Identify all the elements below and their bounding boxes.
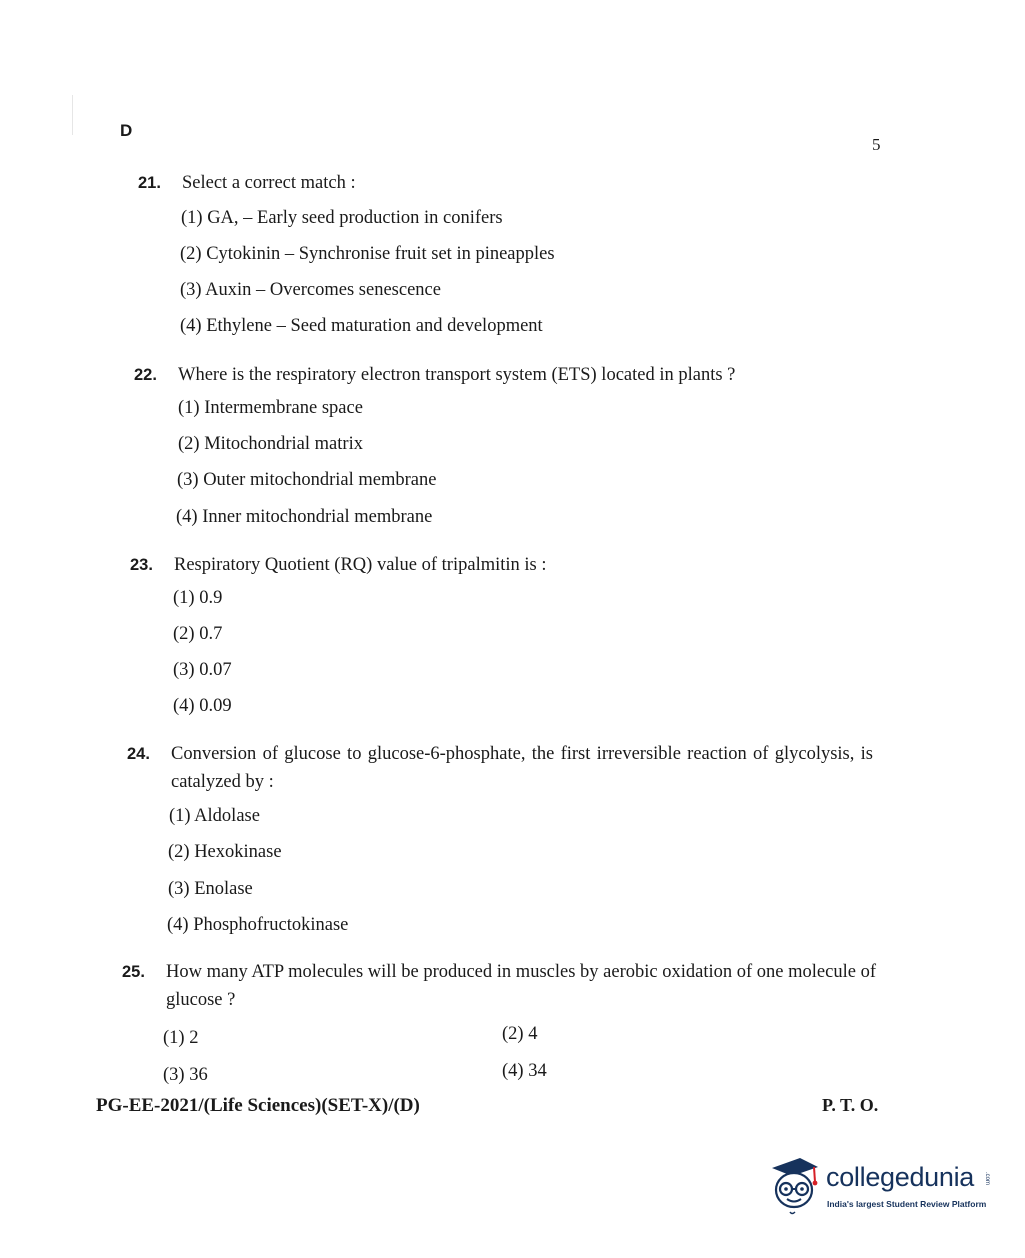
question-24 bbox=[127, 740, 875, 798]
option: (4) 34 bbox=[502, 1061, 547, 1081]
page-number: 5 bbox=[872, 135, 881, 154]
option: (3) Auxin – Overcomes senescence bbox=[180, 280, 441, 300]
question-text: Conversion of glucose to glucose-6-phosphate, the first irreversible reaction of glycolysis, is catalyzed by : bbox=[171, 744, 873, 792]
option: (1) Aldolase bbox=[169, 806, 260, 826]
question-text: Where is the respiratory electron transport system (ETS) located in plants ? bbox=[178, 365, 736, 385]
question-25 bbox=[122, 958, 878, 1016]
option: (2) Cytokinin – Synchronise fruit set in pineapples bbox=[180, 244, 555, 264]
option: (2) 0.7 bbox=[173, 624, 223, 644]
option: (3) Outer mitochondrial membrane bbox=[177, 470, 437, 490]
brand-name: collegedunia bbox=[826, 1162, 975, 1192]
mascot-icon bbox=[766, 1152, 824, 1218]
question-23 bbox=[130, 551, 878, 581]
option: (1) 2 bbox=[163, 1028, 199, 1048]
pto-label: P. T. O. bbox=[822, 1095, 879, 1115]
option: (2) Mitochondrial matrix bbox=[178, 434, 363, 454]
question-text: Respiratory Quotient (RQ) value of tripalmitin is : bbox=[174, 555, 547, 575]
option: (2) 4 bbox=[502, 1024, 538, 1044]
question-number: 23. bbox=[130, 556, 153, 574]
option: (2) Hexokinase bbox=[168, 842, 282, 862]
question-number: 25. bbox=[122, 963, 145, 981]
question-number: 24. bbox=[127, 745, 150, 763]
option: (1) GA, – Early seed production in conifers bbox=[181, 208, 503, 228]
option: (4) 0.09 bbox=[173, 696, 232, 716]
question-number: 22. bbox=[134, 366, 157, 384]
brand-domain: .com bbox=[984, 1172, 990, 1186]
question-21 bbox=[138, 169, 878, 199]
option: (4) Phosphofructokinase bbox=[167, 915, 349, 935]
question-22 bbox=[134, 361, 878, 391]
question-text: Select a correct match : bbox=[182, 173, 356, 193]
option: (3) Enolase bbox=[168, 879, 253, 899]
question-number: 21. bbox=[138, 174, 161, 192]
option: (1) 0.9 bbox=[173, 588, 223, 608]
option: (3) 36 bbox=[163, 1065, 208, 1085]
option: (1) Intermembrane space bbox=[178, 398, 363, 418]
page-edge-mark bbox=[72, 95, 73, 135]
collegedunia-watermark bbox=[766, 1152, 996, 1222]
exam-code: PG-EE-2021/(Life Sciences)(SET-X)/(D) bbox=[96, 1095, 420, 1116]
option: (4) Ethylene – Seed maturation and development bbox=[180, 316, 543, 336]
set-code: D bbox=[120, 121, 133, 140]
option: (4) Inner mitochondrial membrane bbox=[176, 507, 433, 527]
question-text: How many ATP molecules will be produced in muscles by aerobic oxidation of one molecule of glucose ? bbox=[166, 962, 876, 1010]
option: (3) 0.07 bbox=[173, 660, 232, 680]
brand-tagline: India's largest Student Review Platform bbox=[827, 1199, 987, 1209]
